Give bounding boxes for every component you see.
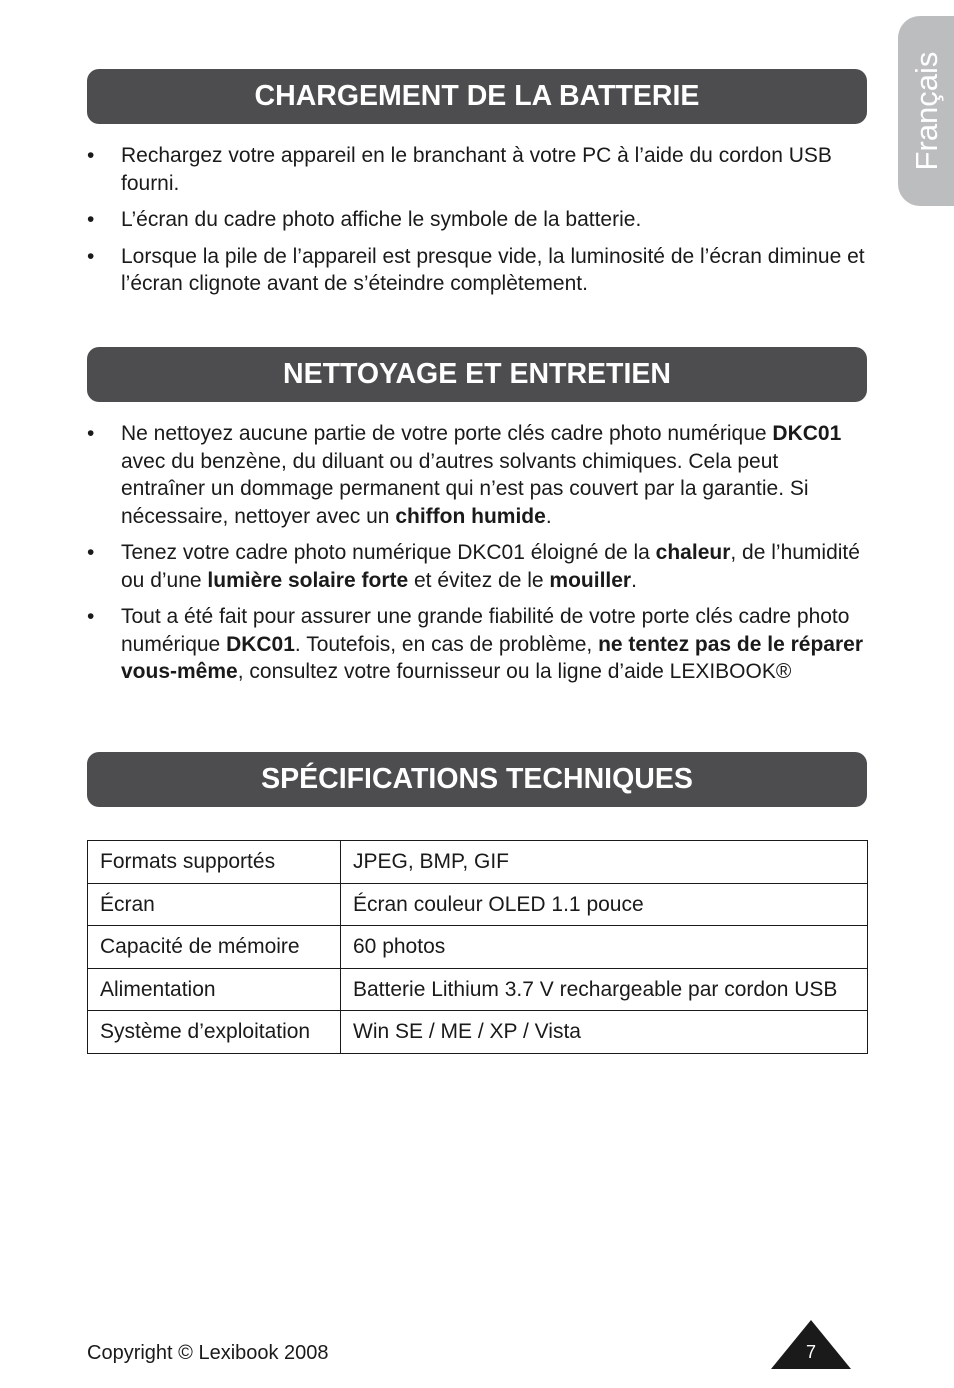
list-item: • Lorsque la pile de l’appareil est presque vide, la luminosité de l’écran diminue et l’écran clignote avant de s’éteindre complètement. (87, 243, 867, 298)
charging-list (87, 142, 867, 307)
table-row (88, 968, 868, 1011)
list-item: • Tout a été fait pour assurer une grande fiabilité de votre porte clés cadre photo numérique DKC01. Toutefois, en cas de problème, ne tentez pas de le réparer vous-même, consultez votre fournisseur ou la ligne d’aide LEXIBOOK® (87, 603, 867, 686)
specs-table (87, 840, 868, 1054)
spec-value: 60 photos (341, 926, 868, 969)
language-tab (898, 16, 954, 206)
spec-key: Système d’exploitation (88, 1011, 341, 1054)
spec-key: Capacité de mémoire (88, 926, 341, 969)
list-item: • Rechargez votre appareil en le branchant à votre PC à l’aide du cordon USB fourni. (87, 142, 867, 197)
list-item: • Ne nettoyez aucune partie de votre porte clés cadre photo numérique DKC01 avec du benzène, du diluant ou d’autres solvants chimiques. Cela peut entraîner un dommage permanent qui n’est pas couvert par la garantie. Si nécessaire, nettoyer avec un chiffon humide. (87, 420, 867, 530)
table-row (88, 926, 868, 969)
list-item: • Tenez votre cadre photo numérique DKC01 éloigné de la chaleur, de l’humidité ou d’une lumière solaire forte et évitez de le mouiller. (87, 539, 867, 594)
spec-value: Batterie Lithium 3.7 V rechargeable par cordon USB (341, 968, 868, 1011)
table-row (88, 841, 868, 884)
spec-value: JPEG, BMP, GIF (341, 841, 868, 884)
page-number: 7 (805, 1342, 817, 1362)
table-row (88, 1011, 868, 1054)
copyright-text: Copyright © Lexibook 2008 (87, 1342, 329, 1364)
spec-value: Écran couleur OLED 1.1 pouce (341, 883, 868, 926)
spec-key: Alimentation (88, 968, 341, 1011)
spec-key: Formats supportés (88, 841, 341, 884)
section-header-charging: CHARGEMENT DE LA BATTERIE (87, 69, 867, 124)
spec-key: Écran (88, 883, 341, 926)
section-header-specs: SPÉCIFICATIONS TECHNIQUES (87, 752, 867, 807)
page-number-marker (771, 1320, 851, 1369)
section-header-cleaning: NETTOYAGE ET ENTRETIEN (87, 347, 867, 402)
spec-value: Win SE / ME / XP / Vista (341, 1011, 868, 1054)
language-tab-label: Français (909, 51, 944, 171)
list-item: • L’écran du cadre photo affiche le symbole de la batterie. (87, 206, 867, 234)
cleaning-list (87, 420, 867, 695)
table-row (88, 883, 868, 926)
